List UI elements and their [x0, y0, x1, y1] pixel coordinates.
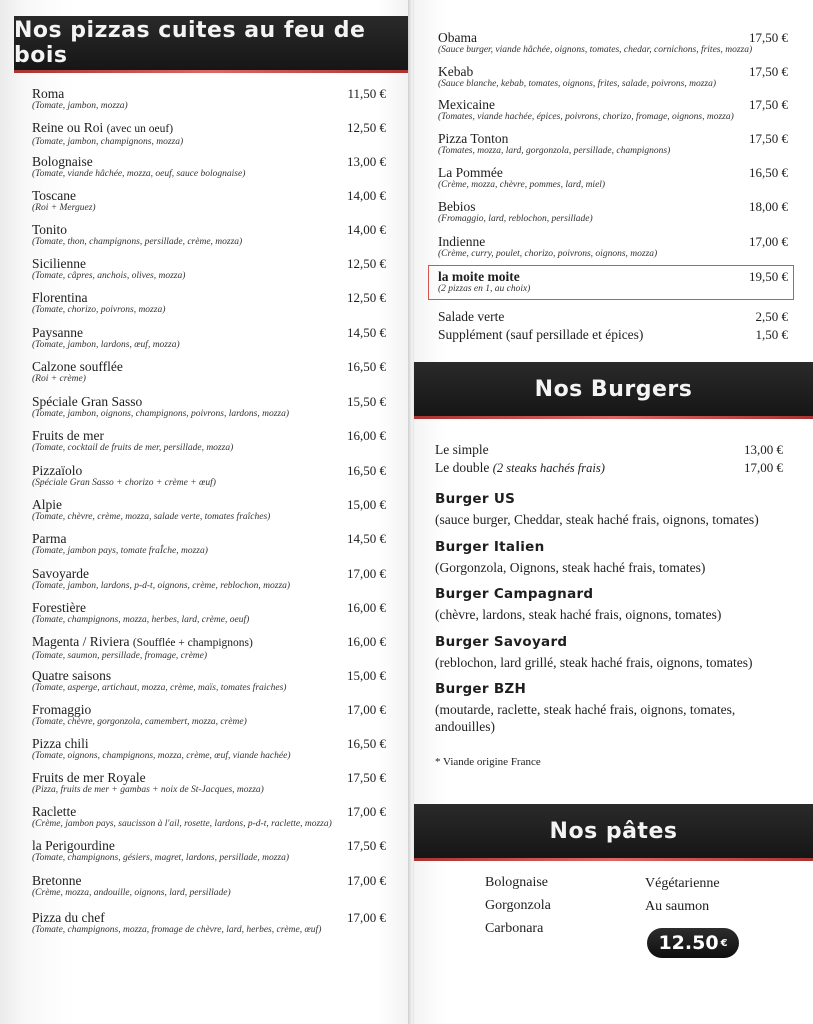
pasta-item: Végétarienne — [645, 876, 720, 891]
burger-italien-desc: (Gorgonzola, Oignons, steak haché frais, tomates) — [435, 560, 706, 575]
pizza-item — [32, 702, 388, 728]
pizza-price: 16,50 € — [347, 359, 386, 374]
pizza-name — [32, 188, 388, 203]
pizza-name-text: Forestière — [32, 600, 86, 615]
pizza-item — [438, 269, 788, 295]
pizza-name-text: Calzone soufflée — [32, 359, 123, 374]
pizza-price: 17,50 € — [749, 131, 788, 146]
pizza-name: Mexicaine — [438, 97, 495, 112]
pizza-item — [438, 64, 788, 90]
pizza-name-text: Quatre saisons — [32, 668, 112, 683]
pizza-name — [32, 86, 388, 101]
pizza-item — [32, 566, 388, 592]
burger-campagnard-desc: (chèvre, lardons, steak haché frais, oignons, tomates) — [435, 607, 722, 622]
pizza-item — [32, 428, 388, 454]
burger-double-name: Le double — [435, 460, 490, 475]
pizza-name — [32, 600, 388, 615]
pizza-desc: (Roi + Merguez) — [32, 203, 96, 213]
burgers-title: Nos Burgers — [534, 376, 693, 402]
pizza-name — [32, 463, 388, 478]
pizza-name — [32, 910, 388, 925]
pizza-item — [438, 131, 788, 157]
pizza-name-text: Bretonne — [32, 873, 82, 888]
pizza-name-text: Parma — [32, 531, 67, 546]
menu-right-page — [414, 0, 813, 1024]
burger-simple-name: Le simple — [435, 442, 489, 457]
pizza-name — [32, 804, 388, 819]
pasta-col-2 — [645, 872, 720, 918]
pizza-desc: (Tomate, thon, champignons, persillade, crème, mozza) — [32, 237, 243, 247]
pizza-note: (Soufflée + champignons) — [132, 637, 253, 649]
pizza-name — [32, 634, 388, 651]
pizza-item — [32, 531, 388, 557]
burger-bzh-desc: (moutarde, raclette, steak haché frais, oignons, tomates, andouilles) — [435, 702, 736, 734]
pasta-item: Au saumon — [645, 899, 710, 914]
pizza-item — [32, 120, 388, 148]
pizza-desc: (Tomate, jambon, lardons, œuf, mozza) — [32, 340, 180, 350]
pizza-price: 14,50 € — [347, 325, 386, 340]
burger-us-desc: (sauce burger, Cheddar, steak haché frais, oignons, tomates) — [435, 512, 759, 527]
pizza-desc: (Tomate, jambon, mozza) — [32, 101, 128, 111]
pizza-desc: (2 pizzas en 1, au choix) — [438, 284, 531, 294]
pizza-name-text: Pizzaïolo — [32, 463, 83, 478]
pizza-name — [32, 394, 388, 409]
pizza-name — [32, 256, 388, 271]
pizza-name: la moite moite — [438, 269, 520, 284]
pizza-item — [32, 497, 388, 523]
pizza-desc: (Tomate, cocktail de fruits de mer, persillade, mozza) — [32, 443, 234, 453]
pizza-item — [438, 97, 788, 123]
pizza-price: 19,50 € — [749, 269, 788, 284]
extra-name: Supplément (sauf persillade et épices) — [438, 327, 644, 342]
pizza-desc: (Crème, jambon pays, saucisson à l'ail, rosette, lardons, p-d-t, raclette, mozza) — [32, 819, 332, 829]
pizza-name — [32, 736, 388, 751]
pizza-name-text: la Perigourdine — [32, 838, 115, 853]
pizza-price: 17,00 € — [347, 804, 386, 819]
pizza-price: 11,50 € — [347, 86, 386, 101]
burger-footnote: * Viande origine France — [435, 756, 541, 768]
pizza-item — [32, 359, 388, 385]
pizza-desc: (Roi + crème) — [32, 374, 86, 384]
pizza-name-text: Alpie — [32, 497, 62, 512]
pizza-desc: (Tomate, chèvre, crème, mozza, salade verte, tomates fraîches) — [32, 512, 271, 522]
pizza-name-text: Reine ou Roi — [32, 120, 104, 135]
pizzas-title: Nos pizzas cuites au feu de bois — [14, 18, 366, 68]
pizza-item — [438, 165, 788, 191]
pizza-name-text: Bolognaise — [32, 154, 93, 169]
pizza-name — [32, 290, 388, 305]
pizza-price: 14,00 € — [347, 222, 386, 237]
pizza-item — [32, 222, 388, 248]
pizza-desc: (Sauce burger, viande hâchée, oignons, tomates, chedar, cornichons, frites, mozza) — [438, 45, 753, 55]
pizza-name-text: Toscane — [32, 188, 77, 203]
pizza-price: 13,00 € — [347, 154, 386, 169]
extra-price: 1,50 € — [755, 327, 788, 342]
pizza-desc: (Tomate, saumon, persillade, fromage, crème) — [32, 651, 208, 661]
burger-simple-price: 13,00 € — [744, 442, 783, 457]
pizza-price: 12,50 € — [347, 290, 386, 305]
pizza-name-text: Pizza chili — [32, 736, 89, 751]
pizza-name: Kebab — [438, 64, 474, 79]
pasta-item: Carbonara — [485, 921, 544, 936]
pizza-name: La Pommée — [438, 165, 503, 180]
pizza-item — [32, 290, 388, 316]
pizza-item — [438, 234, 788, 260]
pizza-name-text: Sicilienne — [32, 256, 86, 271]
pizza-name — [32, 873, 388, 888]
pizza-name — [32, 325, 388, 340]
pizza-item — [32, 838, 388, 864]
pizza-item — [32, 600, 388, 626]
pizza-desc: (Spéciale Gran Sasso + chorizo + crème + œuf) — [32, 478, 216, 488]
pizza-desc: (Tomate, jambon, oignons, champignons, poivrons, lardons, mozza) — [32, 409, 290, 419]
pizza-name — [32, 770, 388, 785]
pasta-price-badge — [647, 928, 739, 958]
pizza-price: 17,00 € — [347, 702, 386, 717]
pizza-name-text: Raclette — [32, 804, 77, 819]
extra-salade — [438, 309, 788, 325]
pizza-name — [32, 838, 388, 853]
burger-campagnard-title: Burger Campagnard — [435, 586, 594, 602]
pizza-desc: (Tomate, oignons, champignons, mozza, crème, œuf, viande hachée) — [32, 751, 291, 761]
pizza-desc: (Sauce blanche, kebab, tomates, oignons, frites, salade, poivrons, mozza) — [438, 79, 717, 89]
pizza-price: 17,00 € — [347, 566, 386, 581]
burger-double-price: 17,00 € — [744, 460, 783, 475]
pizza-price: 18,00 € — [749, 199, 788, 214]
pizza-name-text: Paysanne — [32, 325, 83, 340]
burger-us-title: Burger US — [435, 491, 516, 507]
pizza-price: 12,50 € — [347, 256, 386, 271]
pizza-item — [32, 394, 388, 420]
pizza-desc: (Tomate, chorizo, poivrons, mozza) — [32, 305, 166, 315]
pizza-price: 15,50 € — [347, 394, 386, 409]
pizza-name-text: Fruits de mer — [32, 428, 104, 443]
pizza-price: 17,00 € — [347, 910, 386, 925]
pizza-item — [32, 668, 388, 694]
pizza-item — [32, 463, 388, 489]
burger-bzh-title: Burger BZH — [435, 681, 527, 697]
pizza-name: Indienne — [438, 234, 486, 249]
pizza-desc: (Tomate, asperge, artichaut, mozza, crème, maïs, tomates fraiches) — [32, 683, 287, 693]
pasta-item: Gorgonzola — [485, 898, 551, 913]
pizza-desc: (Fromaggio, lard, reblochon, persillade) — [438, 214, 593, 224]
pizza-desc: (Tomates, mozza, lard, gorgonzola, persillade, champignons) — [438, 146, 671, 156]
pizza-desc: (Tomate, champignons, mozza, herbes, lard, crème, oeuf) — [32, 615, 250, 625]
pizza-item — [32, 256, 388, 282]
pizza-desc: (Tomate, jambon, lardons, p-d-t, oignons, crème, reblochon, mozza) — [32, 581, 291, 591]
pizza-name-text: Savoyarde — [32, 566, 89, 581]
pizza-name-text: Magenta / Riviera — [32, 634, 130, 649]
pizza-desc: (Tomate, câpres, anchois, olives, mozza) — [32, 271, 186, 281]
pizza-name: Pizza Tonton — [438, 131, 509, 146]
pizza-item — [438, 30, 788, 56]
pizza-name — [32, 154, 388, 169]
pizza-desc: (Tomate, jambon pays, tomate fraÎche, mozza) — [32, 546, 208, 556]
pizza-price: 15,00 € — [347, 497, 386, 512]
pizza-price: 16,50 € — [347, 736, 386, 751]
pizza-price: 16,50 € — [749, 165, 788, 180]
pizza-item — [32, 736, 388, 762]
pizza-name — [32, 222, 388, 237]
pates-title: Nos pâtes — [549, 818, 678, 844]
pizza-price: 16,50 € — [347, 463, 386, 478]
pizza-name — [32, 668, 388, 683]
burgers-banner — [414, 362, 813, 416]
pizza-item — [32, 804, 388, 830]
pizza-price: 12,50 € — [347, 120, 386, 135]
pizza-desc: (Tomate, viande hâchée, mozza, oeuf, sauce bolognaise) — [32, 169, 246, 179]
extra-supplement — [438, 327, 788, 343]
pizza-desc: (Tomate, jambon, champignons, mozza) — [32, 137, 184, 147]
pizza-name-text: Roma — [32, 86, 65, 101]
pizza-name — [32, 531, 388, 546]
burger-simple — [435, 442, 783, 458]
pizza-item — [32, 325, 388, 351]
pizza-desc: (Tomate, champignons, gésiers, magret, lardons, persillade, mozza) — [32, 853, 290, 863]
pizza-desc: (Tomate, chèvre, gorgonzola, camembert, mozza, crème) — [32, 717, 247, 727]
burger-savoyard-title: Burger Savoyard — [435, 634, 568, 650]
pizza-price: 17,50 € — [749, 64, 788, 79]
pizza-price: 17,50 € — [749, 30, 788, 45]
burger-double — [435, 460, 783, 476]
pizza-item — [438, 199, 788, 225]
pizza-name: Obama — [438, 30, 477, 45]
pizza-name: Bebios — [438, 199, 476, 214]
pizza-name-text: Florentina — [32, 290, 88, 305]
pizza-item — [32, 910, 388, 936]
pizza-price: 14,50 € — [347, 531, 386, 546]
pizza-name-text: Tonito — [32, 222, 68, 237]
pizza-desc: (Crème, curry, poulet, chorizo, poivrons, oignons, mozza) — [438, 249, 658, 259]
pizza-desc: (Crème, mozza, andouille, oignons, lard, persillade) — [32, 888, 231, 898]
extra-price: 2,50 € — [755, 309, 788, 324]
pizza-name — [32, 359, 388, 374]
pizza-price: 16,00 € — [347, 600, 386, 615]
burger-savoyard-desc: (reblochon, lard grillé, steak haché frais, oignons, tomates) — [435, 655, 753, 670]
pizza-item — [32, 770, 388, 796]
pizza-item — [32, 154, 388, 180]
pizza-name — [32, 497, 388, 512]
pizzas-banner — [14, 16, 410, 70]
pizza-price: 17,00 € — [749, 234, 788, 249]
pizza-item — [32, 86, 388, 112]
pizza-desc: (Tomate, champignons, mozza, fromage de chèvre, lard, herbes, crème, œuf) — [32, 925, 322, 935]
pasta-item: Bolognaise — [485, 875, 548, 890]
pasta-currency: € — [720, 937, 728, 949]
pizza-name-text: Pizza du chef — [32, 910, 105, 925]
pizza-price: 17,50 € — [347, 838, 386, 853]
pizza-price: 15,00 € — [347, 668, 386, 683]
pizza-name-text: Fromaggio — [32, 702, 92, 717]
pizza-desc: (Tomates, viande hachée, épices, poivrons, chorizo, fromage, oignons, mozza) — [438, 112, 734, 122]
pates-banner — [414, 804, 813, 858]
pizza-name — [32, 702, 388, 717]
pizza-price: 14,00 € — [347, 188, 386, 203]
pizza-desc: (Pizza, fruits de mer + gambas + noix de St-Jacques, mozza) — [32, 785, 264, 795]
pizza-note: (avec un oeuf) — [106, 123, 174, 135]
pizza-price: 17,50 € — [347, 770, 386, 785]
pizza-price: 16,00 € — [347, 634, 386, 649]
pizza-item — [32, 634, 388, 662]
pizza-price: 17,50 € — [749, 97, 788, 112]
pizza-price: 17,00 € — [347, 873, 386, 888]
pizza-name-text: Spéciale Gran Sasso — [32, 394, 143, 409]
pizza-item — [32, 873, 388, 899]
pizza-name — [32, 428, 388, 443]
burger-double-note: (2 steaks hachés frais) — [492, 461, 605, 475]
pasta-col-1 — [485, 871, 551, 940]
pizza-name — [32, 120, 388, 137]
extra-name: Salade verte — [438, 309, 505, 324]
pizza-price: 16,00 € — [347, 428, 386, 443]
pizza-name-text: Fruits de mer Royale — [32, 770, 146, 785]
pasta-price: 12.50 — [658, 932, 719, 954]
burger-italien-title: Burger Italien — [435, 539, 545, 555]
pizza-desc: (Crème, mozza, chèvre, pommes, lard, miel) — [438, 180, 606, 190]
pizza-name — [32, 566, 388, 581]
pizza-item — [32, 188, 388, 214]
